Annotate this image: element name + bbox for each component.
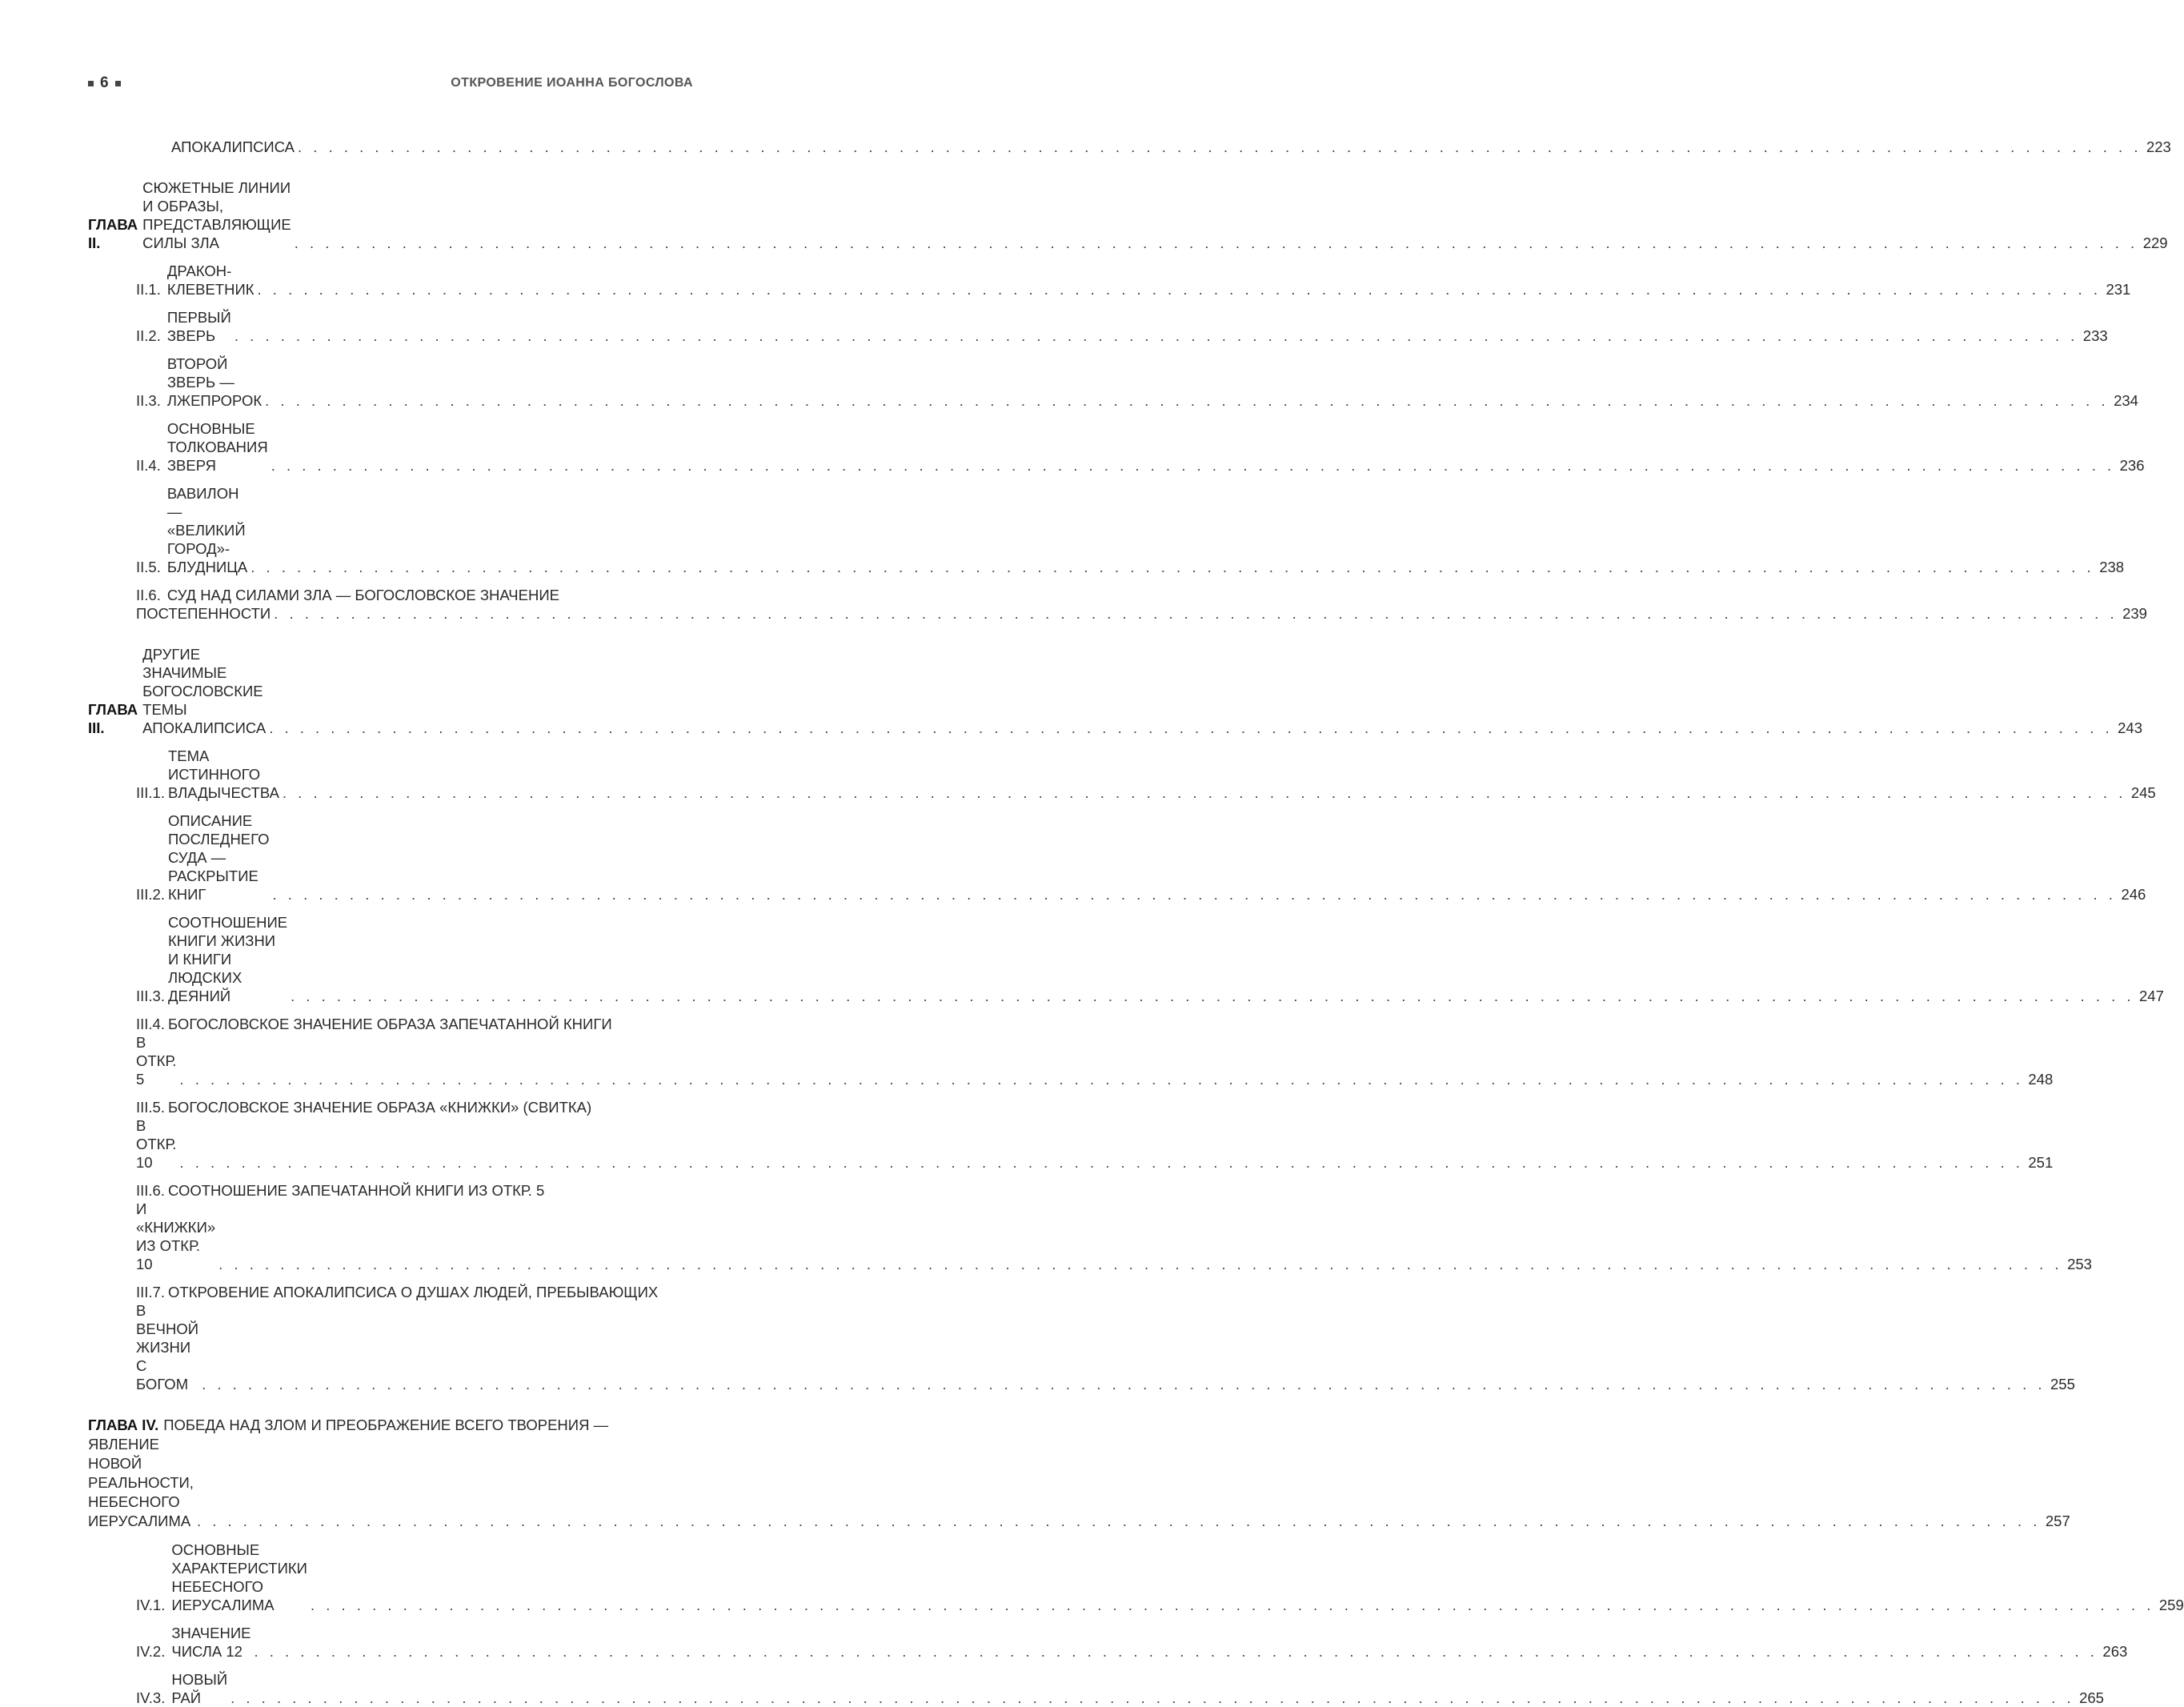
- section-number: III.5.: [136, 1099, 165, 1116]
- section-number: III.7.: [136, 1284, 165, 1300]
- section-number: IV.1.: [136, 1597, 166, 1613]
- toc-section-entry: [88, 1283, 2075, 1393]
- toc-section-line: [136, 604, 2147, 623]
- section-title-continued: И «КНИЖКИ» ИЗ ОТКР. 10: [136, 1200, 216, 1272]
- toc-section-entry: [88, 747, 2156, 802]
- section-number: II.1.: [136, 281, 161, 298]
- toc-entry-title: [136, 913, 287, 1005]
- dot-leader: . . . . . . . . . . . . . . . . . . . . . . . . . . . . . . . . . . . . . . . . . . . . . . . . . . . . . . . . . . . . . . . . . . . . . . . . . . . . . . . . . . . . . . . . . . . . . . . . . . . . . . . . . . . . . . . . . . . . . . . .: [291, 988, 2135, 1004]
- toc-section-entry: [88, 419, 2145, 475]
- toc-entry-title: [136, 1670, 227, 1707]
- chapter-label: ГЛАВА III.: [88, 701, 138, 736]
- toc-page-number: 253: [2067, 1256, 2092, 1272]
- toc-page-number: 245: [2130, 784, 2156, 801]
- section-title: ВТОРОЙ ЗВЕРЬ — ЛЖЕПРОРОК: [166, 355, 262, 409]
- toc-page-number: 233: [2082, 327, 2108, 344]
- chapter-title: ПОБЕДА НАД ЗЛОМ И ПРЕОБРАЖЕНИЕ ВСЕГО ТВОРЕНИЯ —: [163, 1416, 609, 1433]
- section-title-continued: ПОСТЕПЕННОСТИ: [136, 605, 271, 622]
- section-number: III.2.: [136, 886, 165, 903]
- section-title: ДРАКОН-КЛЕВЕТНИК: [166, 262, 254, 298]
- toc-page-number: 257: [2045, 1513, 2070, 1529]
- section-number: II.5.: [136, 559, 161, 575]
- toc-page-number: 263: [2102, 1643, 2128, 1660]
- section-title: ОСНОВНЫЕ ХАРАКТЕРИСТИКИ НЕБЕСНОГО ИЕРУСАЛИМА: [171, 1541, 307, 1613]
- section-title: ЗНАЧЕНИЕ ЧИСЛА 12: [171, 1625, 251, 1660]
- toc-chapter-entry: [88, 178, 2168, 252]
- toc-page-number: 236: [2119, 457, 2145, 474]
- toc-page-number: 265: [2079, 1689, 2104, 1706]
- section-title-continued: В ОТКР. 5: [136, 1034, 177, 1088]
- dot-leader: . . . . . . . . . . . . . . . . . . . . . . . . . . . . . . . . . . . . . . . . . . . . . . . . . . . . . . . . . . . . . . . . . . . . . . . . . . . . . . . . . . . . . . . . . . . . . . . . . . . . . . . . . . . . . . . . . . . . . . . .: [270, 457, 2115, 474]
- section-title: СУД НАД СИЛАМИ ЗЛА — БОГОСЛОВСКОЕ ЗНАЧЕНИЕ: [166, 587, 559, 603]
- toc-page-number: 255: [2050, 1376, 2075, 1392]
- toc-section-line: [136, 1181, 690, 1200]
- toc-entry-title: [136, 308, 231, 345]
- dot-leader: . . . . . . . . . . . . . . . . . . . . . . . . . . . . . . . . . . . . . . . . . . . . . . . . . . . . . . . . . . . . . . . . . . . . . . . . . . . . . . . . . . . . . . . . . . . . . . . . . . . . . . . . . . . . . . . . . . . . . . . .: [254, 1643, 2098, 1660]
- dot-leader: . . . . . . . . . . . . . . . . . . . . . . . . . . . . . . . . . . . . . . . . . . . . . . . . . . . . . . . . . . . . . . . . . . . . . . . . . . . . . . . . . . . . . . . . . . . . . . . . . . . . . . . . . . . . . . . . . . . . . . . .: [272, 886, 2117, 903]
- section-title-continued: В ВЕЧНОЙ ЖИЗНИ С БОГОМ: [136, 1302, 199, 1392]
- dot-leader: . . . . . . . . . . . . . . . . . . . . . . . . . . . . . . . . . . . . . . . . . . . . . . . . . . . . . . . . . . . . . . . . . . . . . . . . . . . . . . . . . . . . . . . . . . . . . . . . . . . . . . . . . . . . . . . . . . . . . . . .: [269, 719, 2114, 736]
- toc-section-entry: [88, 308, 2108, 345]
- dot-leader: . . . . . . . . . . . . . . . . . . . . . . . . . . . . . . . . . . . . . . . . . . . . . . . . . . . . . . . . . . . . . . . . . . . . . . . . . . . . . . . . . . . . . . . . . . . . . . . . . . . . . . . . . . . . . . . . . . . . . . . .: [179, 1071, 2024, 1088]
- section-title: СООТНОШЕНИЕ КНИГИ ЖИЗНИ И КНИГИ ЛЮДСКИХ ДЕЯНИЙ: [168, 914, 288, 1004]
- toc-chapter-entry: [88, 645, 2142, 737]
- toc-page-number: 246: [2121, 886, 2146, 903]
- toc-entry-title: [136, 747, 279, 802]
- toc-section-entry: [88, 484, 2125, 576]
- toc-section-line: [136, 1098, 690, 1116]
- toc-page-number: 247: [2139, 988, 2164, 1004]
- toc-chapter-line: [88, 1416, 690, 1435]
- toc-page-number: 238: [2099, 559, 2125, 575]
- chapter-label: ГЛАВА II.: [88, 216, 138, 251]
- section-number: II.3.: [136, 392, 161, 409]
- toc-section-entry: [88, 1015, 2054, 1088]
- chapter-label: ГЛАВА IV.: [88, 1416, 159, 1433]
- page-number: 6: [100, 74, 109, 91]
- toc-page-number: 234: [2114, 392, 2138, 409]
- section-number: II.6.: [136, 587, 161, 603]
- toc-entry-title: [88, 645, 266, 737]
- dot-leader: . . . . . . . . . . . . . . . . . . . . . . . . . . . . . . . . . . . . . . . . . . . . . . . . . . . . . . . . . . . . . . . . . . . . . . . . . . . . . . . . . . . . . . . . . . . . . . . . . . . . . . . . . . . . . . . . . . . . . . . .: [202, 1376, 2046, 1392]
- toc-chapter-line: [88, 1435, 2070, 1531]
- toc-entry-title: [136, 1624, 250, 1661]
- toc-page-number: 243: [2118, 719, 2142, 736]
- toc-continued-entry: [88, 138, 2171, 156]
- section-title: ПЕРВЫЙ ЗВЕРЬ: [166, 309, 231, 344]
- section-title: СООТНОШЕНИЕ ЗАПЕЧАТАННОЙ КНИГИ ИЗ ОТКР. 5: [168, 1182, 545, 1199]
- section-number: II.4.: [136, 457, 161, 474]
- dot-leader: . . . . . . . . . . . . . . . . . . . . . . . . . . . . . . . . . . . . . . . . . . . . . . . . . . . . . . . . . . . . . . . . . . . . . . . . . . . . . . . . . . . . . . . . . . . . . . . . . . . . . . . . . . . . . . . . . . . . . . . .: [274, 605, 2118, 622]
- toc-section-entry: [88, 262, 2131, 299]
- dot-leader: . . . . . . . . . . . . . . . . . . . . . . . . . . . . . . . . . . . . . . . . . . . . . . . . . . . . . . . . . . . . . . . . . . . . . . . . . . . . . . . . . . . . . . . . . . . . . . . . . . . . . . . . . . . . . . . . . . . . . . . .: [257, 281, 2102, 298]
- dot-leader: . . . . . . . . . . . . . . . . . . . . . . . . . . . . . . . . . . . . . . . . . . . . . . . . . . . . . . . . . . . . . . . . . . . . . . . . . . . . . . . . . . . . . . . . . . . . . . . . . . . . . . . . . . . . . . . . . . . . . . . .: [298, 138, 2142, 155]
- section-number: IV.3.: [136, 1689, 166, 1706]
- toc-section-line: [136, 1033, 2054, 1088]
- toc-section-line: [136, 1200, 2092, 1273]
- toc-entry-title: [136, 262, 254, 299]
- toc-page-number: 231: [2106, 281, 2131, 298]
- toc-section-entry: [88, 1098, 2054, 1172]
- section-number: III.3.: [136, 988, 165, 1004]
- section-title-continued: В ОТКР. 10: [136, 1117, 177, 1171]
- section-title: БОГОСЛОВСКОЕ ЗНАЧЕНИЕ ОБРАЗА «КНИЖКИ» (СВИТКА): [168, 1099, 592, 1116]
- toc-section-entry: [88, 1181, 2092, 1273]
- section-title: ТЕМА ИСТИННОГО ВЛАДЫЧЕСТВА: [168, 747, 279, 801]
- toc-entry-title: [136, 811, 270, 904]
- toc-section-line: [136, 1116, 2054, 1172]
- dot-leader: . . . . . . . . . . . . . . . . . . . . . . . . . . . . . . . . . . . . . . . . . . . . . . . . . . . . . . . . . . . . . . . . . . . . . . . . . . . . . . . . . . . . . . . . . . . . . . . . . . . . . . . . . . . . . . . . . . . . . . . .: [218, 1256, 2063, 1272]
- dot-leader: . . . . . . . . . . . . . . . . . . . . . . . . . . . . . . . . . . . . . . . . . . . . . . . . . . . . . . . . . . . . . . . . . . . . . . . . . . . . . . . . . . . . . . . . . . . . . . . . . . . . . . . . . . . . . . . . . . . . . . . .: [230, 1689, 2075, 1706]
- section-title: ОТКРОВЕНИЕ АПОКАЛИПСИСА О ДУШАХ ЛЮДЕЙ, ПРЕБЫВАЮЩИХ: [168, 1284, 659, 1300]
- toc-section-entry: [88, 811, 2146, 904]
- toc-page-number: 251: [2028, 1154, 2054, 1171]
- toc-section-line: [136, 586, 690, 604]
- section-number: IV.2.: [136, 1643, 166, 1660]
- toc-section-entry: [88, 586, 2147, 623]
- dot-leader: . . . . . . . . . . . . . . . . . . . . . . . . . . . . . . . . . . . . . . . . . . . . . . . . . . . . . . . . . . . . . . . . . . . . . . . . . . . . . . . . . . . . . . . . . . . . . . . . . . . . . . . . . . . . . . . . . . . . . . . .: [196, 1513, 2041, 1529]
- dot-leader: . . . . . . . . . . . . . . . . . . . . . . . . . . . . . . . . . . . . . . . . . . . . . . . . . . . . . . . . . . . . . . . . . . . . . . . . . . . . . . . . . . . . . . . . . . . . . . . . . . . . . . . . . . . . . . . . . . . . . . . .: [282, 784, 2126, 801]
- square-ornament-icon: [115, 81, 121, 86]
- section-title: ОСНОВНЫЕ ТОЛКОВАНИЯ ЗВЕРЯ: [166, 420, 268, 474]
- page-folio: [88, 74, 127, 92]
- toc-page-number: 223: [2146, 138, 2171, 155]
- toc-section-entry: [88, 1624, 2128, 1661]
- toc-section-entry: [88, 1541, 2184, 1614]
- toc-entry-title: [88, 178, 291, 252]
- toc-page-number: 259: [2158, 1597, 2184, 1613]
- chapter-title: ДРУГИЕ ЗНАЧИМЫЕ БОГОСЛОВСКИЕ ТЕМЫ АПОКАЛИПСИСА: [142, 646, 266, 736]
- running-title: ОТКРОВЕНИЕ ИОАННА БОГОСЛОВА: [451, 76, 693, 90]
- toc-entry-title: [136, 1541, 307, 1614]
- toc-chapter-entry: [88, 1416, 2070, 1531]
- section-title: ОПИСАНИЕ ПОСЛЕДНЕГО СУДА — РАСКРЫТИЕ КНИГ: [168, 812, 270, 903]
- dot-leader: . . . . . . . . . . . . . . . . . . . . . . . . . . . . . . . . . . . . . . . . . . . . . . . . . . . . . . . . . . . . . . . . . . . . . . . . . . . . . . . . . . . . . . . . . . . . . . . . . . . . . . . . . . . . . . . . . . . . . . . .: [179, 1154, 2024, 1171]
- table-of-contents: [88, 138, 2184, 1707]
- toc-entry-title: [136, 355, 262, 410]
- section-number: III.1.: [136, 784, 165, 801]
- toc-page-number: 239: [2122, 605, 2147, 622]
- section-number: II.2.: [136, 327, 161, 344]
- toc-page-number: 229: [2142, 234, 2168, 251]
- dot-leader: . . . . . . . . . . . . . . . . . . . . . . . . . . . . . . . . . . . . . . . . . . . . . . . . . . . . . . . . . . . . . . . . . . . . . . . . . . . . . . . . . . . . . . . . . . . . . . . . . . . . . . . . . . . . . . . . . . . . . . . .: [294, 234, 2138, 251]
- dot-leader: . . . . . . . . . . . . . . . . . . . . . . . . . . . . . . . . . . . . . . . . . . . . . . . . . . . . . . . . . . . . . . . . . . . . . . . . . . . . . . . . . . . . . . . . . . . . . . . . . . . . . . . . . . . . . . . . . . . . . . . .: [265, 392, 2110, 409]
- toc-section-line: [136, 1015, 690, 1033]
- section-number: III.6.: [136, 1182, 165, 1199]
- section-title: НОВЫЙ РАЙ: [171, 1671, 228, 1706]
- toc-section-entry: [88, 355, 2138, 410]
- toc-section-line: [136, 1301, 2075, 1393]
- section-title: ВАВИЛОН — «ВЕЛИКИЙ ГОРОД»-БЛУДНИЦА: [166, 485, 248, 575]
- chapter-title-continued: ЯВЛЕНИЕ НОВОЙ РЕАЛЬНОСТИ, НЕБЕСНОГО ИЕРУСАЛИМА: [88, 1436, 194, 1529]
- dot-leader: . . . . . . . . . . . . . . . . . . . . . . . . . . . . . . . . . . . . . . . . . . . . . . . . . . . . . . . . . . . . . . . . . . . . . . . . . . . . . . . . . . . . . . . . . . . . . . . . . . . . . . . . . . . . . . . . . . . . . . . .: [234, 327, 2078, 344]
- toc-page-number: 248: [2028, 1071, 2054, 1088]
- dot-leader: . . . . . . . . . . . . . . . . . . . . . . . . . . . . . . . . . . . . . . . . . . . . . . . . . . . . . . . . . . . . . . . . . . . . . . . . . . . . . . . . . . . . . . . . . . . . . . . . . . . . . . . . . . . . . . . . . . . . . . . .: [310, 1597, 2154, 1613]
- toc-entry-title: АПОКАЛИПСИСА: [171, 138, 295, 155]
- toc-entry-title: [136, 484, 247, 576]
- toc-section-entry: [88, 913, 2164, 1005]
- section-number: III.4.: [136, 1016, 165, 1032]
- running-header: [88, 72, 693, 94]
- toc-section-line: [136, 1283, 690, 1301]
- toc-section-entry: [88, 1670, 2104, 1707]
- chapter-title: СЮЖЕТНЫЕ ЛИНИИ И ОБРАЗЫ, ПРЕДСТАВЛЯЮЩИЕ СИЛЫ ЗЛА: [142, 179, 291, 251]
- toc-entry-title: [136, 419, 268, 475]
- dot-leader: . . . . . . . . . . . . . . . . . . . . . . . . . . . . . . . . . . . . . . . . . . . . . . . . . . . . . . . . . . . . . . . . . . . . . . . . . . . . . . . . . . . . . . . . . . . . . . . . . . . . . . . . . . . . . . . . . . . . . . . .: [250, 559, 2095, 575]
- section-title: БОГОСЛОВСКОЕ ЗНАЧЕНИЕ ОБРАЗА ЗАПЕЧАТАННОЙ КНИГИ: [168, 1016, 612, 1032]
- square-ornament-icon: [88, 81, 94, 86]
